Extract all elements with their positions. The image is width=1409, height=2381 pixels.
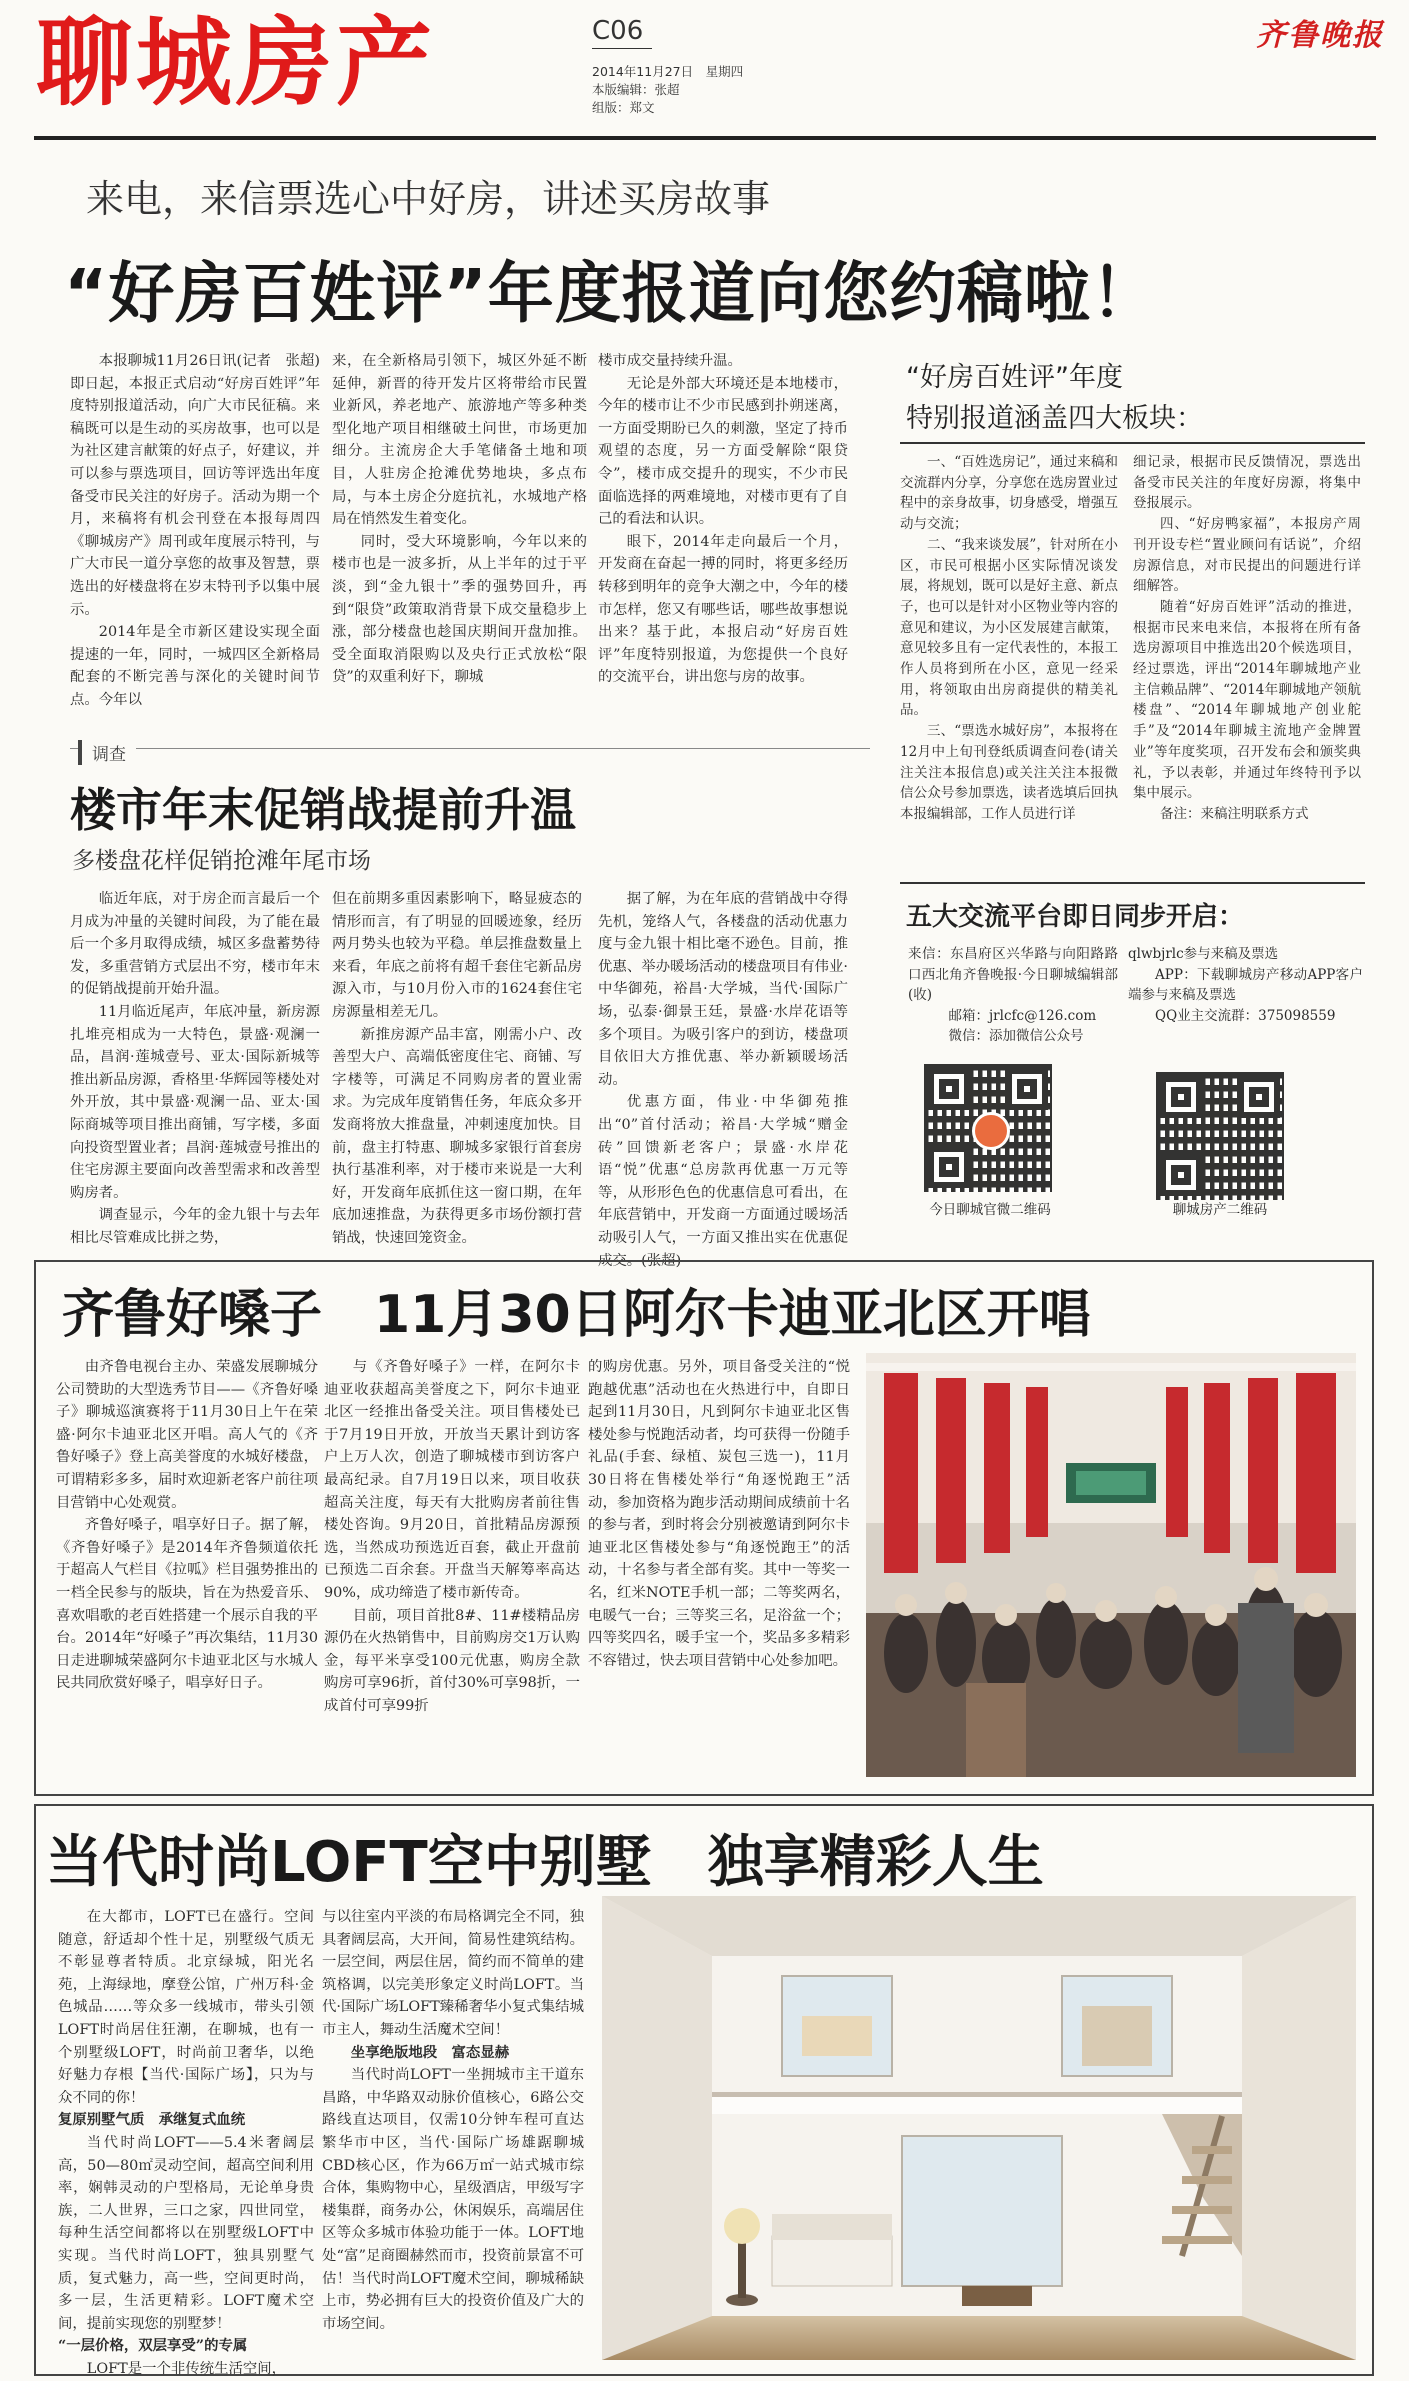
paragraph: 同时，受大环境影响，今年以来的楼市也是一波多折，从上半年的过于平淡，到“金九银十”季的强势回升，再到“限贷”政策取消背景下成交量稳步上涨，部分楼盘也趁国庆期间开盘加推。受全面取消限购以及央行正式放松“限贷”的双重利好下，聊城 [332,533,587,686]
survey-column-1 [70,888,320,1263]
page-number: C06 [592,16,644,46]
subheading: 复原别墅气质 承继复式血统 [58,2111,246,2129]
paragraph: 无论是外部大环境还是本地楼市，今年的楼市让不少市民感到扑朔迷离，一方面受期盼已久的刺激，坚定了持币观望的态度，另一方面受解除“限贷令”，楼市成交提升的现实，不少市民面临选择的两难境地，对楼市更有了自己的看法和认识。 [598,375,848,528]
paragraph: 来，在全新格局引领下，城区外延不断延伸，新晋的待开发片区将带给市民置业新风，养老地产、旅游地产等多种类型化地产项目相继破土问世，市场更加细分。主流房企大手笔储备土地和项目，人驻房企抢滩优势地块，多点布局，与本土房企分庭抗礼，水城地产格局在悄然发生着变化。 [332,353,587,528]
sidebar-heading-2: 特别报道涵盖四大板块： [906,403,1203,434]
sidebar-rule-2 [900,882,1365,884]
platforms-heading: 五大交流平台即日同步开启： [906,902,1245,932]
sales-hall-photo [866,1353,1356,1777]
loft-column-2 [322,1906,584,2366]
section-title: 聊城房产 [36,7,436,119]
lead-column-2 [332,350,587,705]
survey-tag: 调查 [78,740,136,765]
loft-headline: 当代时尚LOFT空中别墅 独享精彩人生 [46,1830,1044,1895]
app-qr-code [1156,1072,1284,1200]
platforms-right [1128,944,1363,1054]
paper-logo: 齐鲁晚报 [1256,18,1384,53]
paragraph: 在大都市，LOFT已在盛行。空间随意，舒适却个性十足，别墅级气质无不彰显尊者特质。北京绿城，阳光名苑，上海绿地，摩登公馆，广州万科·金色城品……等众多一线城市，带头引领LOFT时尚居住狂潮，在聊城，也有一个别墅级LOFT，时尚前卫奢华，以绝好魅力存根【当代·国际广场】，只为与众不同的你！ [58,1909,314,2106]
platform-app: APP：下载聊城房产移动APP客户端参与来稿及票选 [1128,966,1363,1003]
issue-date: 2014年11月27日 星期四 [592,64,744,79]
survey-headline: 楼市年末促销战提前升温 [70,783,576,837]
survey-subhead: 多楼盘花样促销抢滩年尾市场 [72,848,371,874]
subheading: 坐享绝版地段 富态显赫 [350,2043,510,2061]
paragraph: 眼下，2014年走向最后一个月，开发商在奋起一搏的同时，将更多经历转移到明年的竞争大潮之中，今年的楼市怎样，您又有哪些话，哪些故事想说出来？基于此，本报启动“好房百姓评”年度特别报道，为您提供一个良好的交流平台，讲出您与房的故事。 [598,533,848,686]
singer-column-3 [588,1356,850,1776]
singer-headline: 齐鲁好嗓子 11月30日阿尔卡迪亚北区开唱 [62,1285,1091,1345]
paragraph: 据了解，为在年底的营销战中夺得先机，笼络人气，各楼盘的活动优惠力度与金九银十相比毫不逊色。目前，推优惠、举办暖场活动的楼盘项目有伟业·中华御苑，裕昌·大学城，当代·国际广场，弘泰·御景王廷，景盛·水岸花语等多个项目。为吸引客户的到访，楼盘项目依旧大方推优惠、举办新颖暖场活动。 [598,891,848,1088]
paragraph: 目前，项目首批8#、11#楼精品房源仍在火热销售中，目前购房交1万认购金，每平米享受100元优惠，购房全款购房可享96折，首付30%可享98折，一成首付可享99折 [324,1607,580,1714]
singer-column-1 [56,1356,318,1776]
subheading: “一层价格，双层享受”的专属 [58,2337,248,2355]
paragraph: 由齐鲁电视台主办、荣盛发展聊城分公司赞助的大型选秀节目——《齐鲁好嗓子》聊城巡演赛将于11月30日上午在荣盛·阿尔卡迪亚北区开唱。高人气的《齐鲁好嗓子》登上高美誉度的水城好楼盘，可谓精彩多多，届时欢迎新老客户前往项目营销中心处观赏。 [56,1359,318,1511]
sidebar-rule [900,442,1365,444]
paragraph: 11月临近尾声，年底冲量，新房源扎堆亮相成为一大特色，景盛·观澜一品，昌润·莲城壹号、亚太·国际新城等推出新品房源，香格里·华辉园等楼处对外开放，其中景盛·观澜一品、亚太·国际商城等项目推出商铺，写字楼，多面向投资型置业者；昌润·莲城壹号推出的住宅房源主要面向改善型需求和改善型购房者。 [70,1003,320,1201]
platform-qq-group: QQ业主交流群：375098559 [1155,1007,1336,1024]
paragraph: 当代时尚LOFT——5.4米奢阔层高，50—80㎡灵动空间，超高空间利用率，娴韩灵动的户型格局，无论单身贵族，二人世界，三口之家，四世同堂，每种生活空间都将以在别墅级LOFT中实现。当代时尚LOFT，独具别墅气质，复式魅力，高一些，空间更时尚，多一层，生活更精彩。LOFT魔术空间，提前实现您的别墅梦！ [58,2134,314,2332]
platform-wechat: 微信：添加微信公众号 [948,1028,1084,1044]
platforms-left [908,944,1118,1054]
paragraph: 临近年底，对于房企而言最后一个月成为冲量的关键时间段，为了能在最后一个多月取得成绩，城区多盘蓄势待发，多重营销方式层出不穷，楼市年末的促销战提前开始升温。 [70,891,320,998]
masthead-rule [34,136,1376,140]
singer-column-2 [324,1356,580,1776]
sidebar-column-left [900,452,1118,872]
paragraph: 与以往室内平淡的布局格调完全不同，独具奢阔层高，大开间，简易性建筑结构。一层空间，两层住居，简约而不简单的建筑格调，以完美形象定义时尚LOFT。当代·国际广场LOFT臻稀奢华小复式集结城市主人，舞动生活魔术空间！ [322,1909,584,2038]
paragraph: 与《齐鲁好嗓子》一样，在阿尔卡迪亚收获超高美誉度之下，阿尔卡迪亚北区一经推出备受关注。项目售楼处已于7月19日开放，开放当天累计到访客户上万人次，创造了聊城楼市到访客户最高纪录。自7月19日以来，项目收获超高关注度，每天有大批购房者前往售楼处咨询。9月20日，首批精品房源预选，当然成功预选近百套，截止开盘前已预选二百余套。开盘当天解筹率高达90%，成功缔造了楼市新传奇。 [324,1359,580,1601]
paragraph: 四、“好房鸭家福”，本报房产周刊开设专栏“置业顾问有话说”，介绍房源信息，对市民提出的问题进行详细解答。 [1133,516,1361,595]
qr-caption-1: 今日聊城官微二维码 [929,1202,1051,1218]
survey-column-3 [598,888,848,1269]
lead-column-3 [598,350,848,725]
platform-mail: 来信：东昌府区兴华路与向阳路路口西北角齐鲁晚报·今日聊城编辑部(收) [908,946,1118,1003]
paragraph: 二、“我来谈发展”，针对所在小区，市民可根据小区实际情况谈发展，将规划，既可以是好主意、新点子，也可以是针对小区物业等内容的意见和建议，为小区发展建言献策，意见较多且有一定代表性的，本报工作人员将到所在小区，意见一经采用，将领取由出房商提供的精美礼品。 [900,536,1118,719]
paragraph: 调查显示，今年的金九银十与去年相比尽管难成比拼之势， [70,1207,320,1246]
paragraph: 新推房源产品丰富，刚需小户、改善型大户、高端低密度住宅、商铺、写字楼等，可满足不同购房者的置业需求。为完成年度销售任务，年底众多开发商将放大推盘量，冲刺速度加快。目前，盘主打特惠、聊城多家银行首套房执行基准利率，对于楼市来说是一大利好，开发商年底抓住这一窗口期，在年底加速推盘，为获得更多市场份额打营销战，快速回笼资金。 [332,1026,582,1246]
paragraph: 三、“票选水城好房”，本报将在12月中上旬刊登纸质调查问卷(请关注关注本报信息)或关注关注本报微信公众号参加票选，读者选填后回执本报编辑部，工作人员进行详 [900,723,1118,822]
lead-column-1 [70,350,335,708]
paragraph: 但在前期多重因素影响下，略显疲态的情形而言，有了明显的回暖迹象，经历两月势头也较为平稳。单层推盘数量上来看，年底之前将有超千套住宅新品房源入市，与10月份入市的1624套住宅房源量相差无几。 [332,891,582,1020]
wechat-qr-code [924,1064,1052,1192]
paragraph: 本报聊城11月26日讯(记者 张超) 即日起，本报正式启动“好房百姓评”年度特别报道活动，向广大市民征稿。来稿既可以是生动的买房故事，也可以是为社区建言献策的好点子，好建议，并可以参与票选项目，回访等评选出年度备受市民关注的好房子。活动为期一个月，来稿将有机会刊登在本报每周四《聊城房产》周刊或年度展示特刊，与广大市民一道分享您的故事及智慧，票选出的好楼盘将在岁末特刊予以集中展示。 [70,353,335,618]
paragraph: 优惠方面，伟业·中华御苑推出“0”首付活动；裕昌·大学城“赠金砖”回馈新老客户；景盛·水岸花语“悦”优惠“总房款再优惠一万元等等，从形形色色的优惠信息可看出，在年底营销中，开发商一方面通过暖场活动吸引人气，一方面又推出实在优惠促成交。(张超) [598,1094,848,1269]
page-layout-credit: 组版：郑文 [592,100,655,115]
lead-headline: “好房百姓评”年度报道向您约稿啦！ [64,255,1158,332]
qr-caption-2: 聊城房产二维码 [1172,1202,1268,1218]
paragraph: 楼市成交量持续升温。 [598,353,742,369]
survey-column-2 [332,888,582,1263]
paragraph: 2014年是全市新区建设实现全面提速的一年，同时，一城四区全新格局配套的不断完善与深化的关键时间节点。今年以 [70,624,320,708]
paragraph: 齐鲁好嗓子，唱享好日子。据了解，《齐鲁好嗓子》是2014年齐鲁频道依托于超高人气栏目《拉呱》栏目强势推出的一档全民参与的版块，旨在为热爱音乐、喜欢唱歌的老百姓搭建一个展示自我的平台。2014年“好嗓子”再次集结，11月30日走进聊城荣盛阿尔卡迪亚北区与水城人民共同欣赏好嗓子，唱享好日子。 [56,1517,318,1692]
paragraph: 细记录，根据市民反馈情况，票选出备受市民关注的年度好房源，将集中登报展示。 [1133,454,1361,512]
paragraph: 当代时尚LOFT一坐拥城市主干道东昌路，中华路双动脉价值核心，6路公交路线直达项目，仅需10分钟车程可直达繁华市中区，当代·国际广场雄踞聊城CBD核心区，作为66万㎡一站式城市综合体，集购物中心，星级酒店，甲级写字楼集群，商务办公，休闲娱乐，高端居住区等众多城市体验功能于一体。LOFT地处“富”足商圈赫然而市，投资前景富不可估！当代时尚LOFT魔术空间，聊城稀缺上市，势必拥有巨大的投资价值及广大的市场空间。 [322,2067,584,2332]
platform-email: 邮箱：jrlcfc@126.com [948,1007,1097,1024]
page-editor: 本版编辑：张超 [592,82,680,97]
loft-interior-render [602,1896,1356,2360]
sidebar-heading-1: “好房百姓评”年度 [906,362,1123,393]
paragraph: 一、“百姓选房记”，通过来稿和交流群内分享，分享您在选房置业过程中的亲身故事，切身感受，增强互动与交流； [900,454,1118,533]
loft-column-1 [58,1906,314,2377]
survey-top-rule [70,748,870,749]
paragraph: 备注：来稿注明联系方式 [1160,805,1309,822]
platform-wechat-id: qlwbjrlc参与来稿及票选 [1128,946,1279,962]
paragraph: LOFT是一个非传统生活空间， [86,2360,287,2377]
paragraph: 随着“好房百姓评”活动的推进，根据市民来电来信，本报将在所有备选房源项目中推选出20个候选项目，经过票选，评出“2014年聊城地产业主信赖品牌”、“2014年聊城地产领航楼盘”、“2014年聊城地产创业舵手”及“2014年聊城主流地产金牌置业”等年度奖项，召开发布会和颁奖典礼，予以表彰，并通过年终特刊予以集中展示。 [1133,598,1361,802]
lead-kicker: 来电，来信票选心中好房，讲述买房故事 [86,177,771,221]
masthead-underline [592,48,652,49]
sidebar-column-right [1133,452,1361,872]
paragraph: 的购房优惠。另外，项目备受关注的“悦跑越优惠”活动也在火热进行中，自即日起到11月30日，凡到阿尔卡迪亚北区售楼处参与悦跑活动者，均可获得一份随手礼品(手套、绿植、炭包三选一)，11月30日将在售楼处举行“角逐悦跑王”活动，参加资格为跑步活动期间成绩前十名的参与者，到时将会分别被邀请到阿尔卡迪亚北区售楼处参与“角逐悦跑王”的活动，十名参与者全部有奖。其中一等奖一名，红米NOTE手机一部；二等奖两名，电暖气一台；三等奖三名，足浴盆一个；四等奖四名，暖手宝一个，奖品多多精彩不容错过，快去项目营销中心处参加吧。 [588,1359,850,1669]
